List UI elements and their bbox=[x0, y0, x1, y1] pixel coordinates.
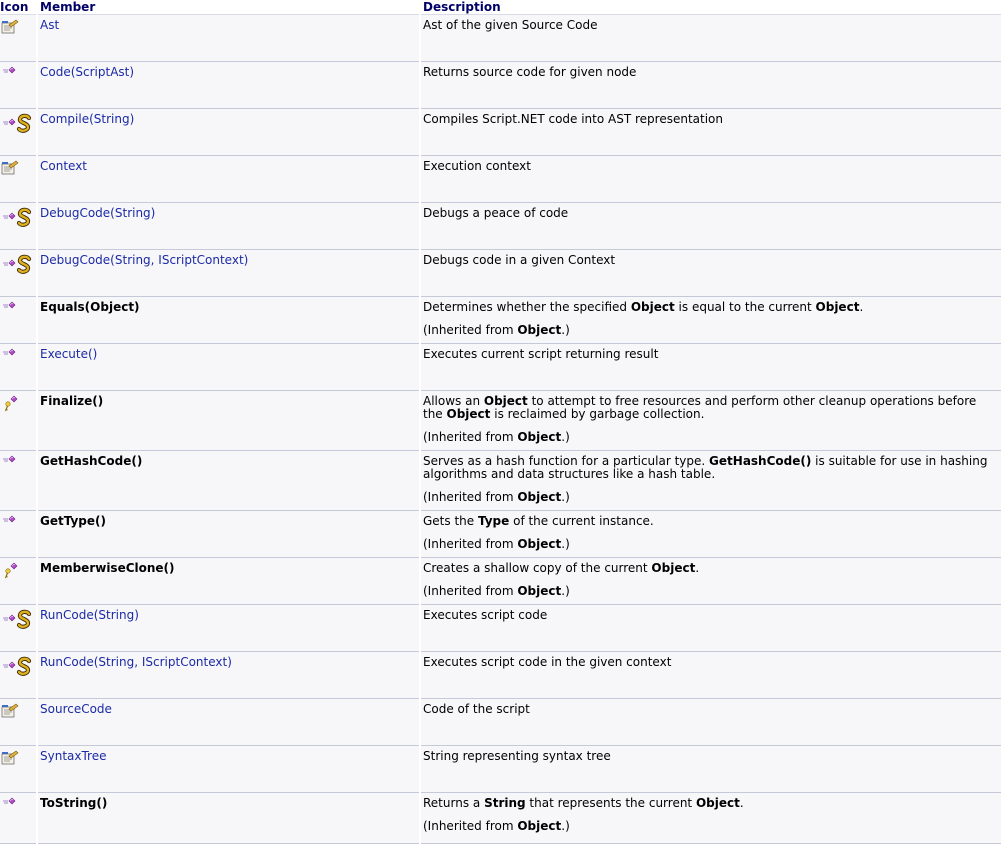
member-icon-cell bbox=[0, 391, 37, 451]
member-name: GetType() bbox=[40, 514, 107, 528]
member-description-cell bbox=[420, 746, 1002, 793]
member-link[interactable]: RunCode(String) bbox=[40, 608, 139, 622]
member-description-cell bbox=[420, 558, 1002, 605]
inherited-from-type: Object bbox=[517, 430, 562, 444]
member-icon-cell bbox=[0, 699, 37, 746]
inherited-from-type: Object bbox=[517, 819, 562, 833]
static-method-icon bbox=[1, 254, 35, 279]
table-row bbox=[0, 203, 1002, 250]
type-reference: String bbox=[484, 796, 526, 810]
type-reference: Object bbox=[630, 300, 675, 314]
member-description: Allows an Object to attempt to free resources and perform other cleanup operations before the Object is reclaimed by garbage collection. bbox=[423, 394, 977, 421]
inherited-note: (Inherited from Object.) bbox=[423, 819, 570, 833]
type-reference: Type bbox=[477, 514, 510, 528]
inherited-from-type: Object bbox=[517, 323, 562, 337]
member-icon-cell bbox=[0, 15, 37, 62]
member-name-cell bbox=[37, 793, 420, 844]
member-column-header[interactable]: Member bbox=[37, 0, 420, 15]
table-row bbox=[0, 344, 1002, 391]
member-icon-cell bbox=[0, 344, 37, 391]
member-description: Executes script code in the given context bbox=[423, 655, 672, 669]
member-name: Finalize() bbox=[40, 394, 104, 408]
table-row bbox=[0, 605, 1002, 652]
member-description: Executes current script returning result bbox=[423, 347, 659, 361]
member-icon-cell bbox=[0, 605, 37, 652]
member-description-cell bbox=[420, 62, 1002, 109]
member-description-cell bbox=[420, 511, 1002, 558]
table-row bbox=[0, 451, 1002, 511]
member-name-cell bbox=[37, 62, 420, 109]
member-link[interactable]: DebugCode(String) bbox=[40, 206, 156, 220]
static-method-icon bbox=[1, 113, 35, 138]
member-icon-cell bbox=[0, 203, 37, 250]
member-description-cell bbox=[420, 344, 1002, 391]
member-name-cell bbox=[37, 250, 420, 297]
member-name-cell bbox=[37, 391, 420, 451]
member-link[interactable]: DebugCode(String, IScriptContext) bbox=[40, 253, 249, 267]
type-reference: Object bbox=[483, 394, 528, 408]
table-row bbox=[0, 250, 1002, 297]
type-reference: Object bbox=[695, 796, 740, 810]
table-row bbox=[0, 746, 1002, 793]
member-icon-cell bbox=[0, 109, 37, 156]
member-description-cell bbox=[420, 109, 1002, 156]
member-icon-cell bbox=[0, 793, 37, 844]
member-name-cell bbox=[37, 605, 420, 652]
table-row bbox=[0, 652, 1002, 699]
property-icon bbox=[1, 160, 19, 179]
member-description-cell bbox=[420, 699, 1002, 746]
table-row bbox=[0, 391, 1002, 451]
member-link[interactable]: Context bbox=[40, 159, 88, 173]
inherited-note: (Inherited from Object.) bbox=[423, 430, 570, 444]
inherited-note: (Inherited from Object.) bbox=[423, 584, 570, 598]
icon-column-header[interactable]: Icon bbox=[0, 0, 37, 15]
member-name-cell bbox=[37, 297, 420, 344]
member-name-cell bbox=[37, 156, 420, 203]
member-link[interactable]: Execute() bbox=[40, 347, 98, 361]
member-description: Compiles Script.NET code into AST representation bbox=[423, 112, 723, 126]
table-row bbox=[0, 15, 1002, 62]
member-name-cell bbox=[37, 203, 420, 250]
table-row bbox=[0, 793, 1002, 844]
member-description: Returns source code for given node bbox=[423, 65, 637, 79]
inherited-note: (Inherited from Object.) bbox=[423, 490, 570, 504]
member-icon-cell bbox=[0, 156, 37, 203]
member-name: Equals(Object) bbox=[40, 300, 140, 314]
member-link[interactable]: Code(ScriptAst) bbox=[40, 65, 135, 79]
member-description: Creates a shallow copy of the current Object. bbox=[423, 561, 700, 575]
member-name-cell bbox=[37, 344, 420, 391]
table-row bbox=[0, 699, 1002, 746]
member-description: Executes script code bbox=[423, 608, 548, 622]
member-description: Serves as a hash function for a particular type. GetHashCode() is suitable for use in hashing algorithms and data structures like a hash table. bbox=[423, 454, 988, 481]
property-icon bbox=[1, 703, 19, 722]
type-reference: Object bbox=[815, 300, 860, 314]
member-description: Ast of the given Source Code bbox=[423, 18, 598, 32]
member-name-cell bbox=[37, 652, 420, 699]
member-icon-cell bbox=[0, 250, 37, 297]
method-icon bbox=[1, 348, 19, 363]
member-description-cell bbox=[420, 203, 1002, 250]
inherited-note: (Inherited from Object.) bbox=[423, 537, 570, 551]
method-icon bbox=[1, 797, 19, 812]
table-row bbox=[0, 558, 1002, 605]
member-name: MemberwiseClone() bbox=[40, 561, 175, 575]
member-icon-cell bbox=[0, 62, 37, 109]
member-description-cell bbox=[420, 451, 1002, 511]
header-row bbox=[0, 0, 1002, 15]
member-description-cell bbox=[420, 605, 1002, 652]
member-description-cell bbox=[420, 15, 1002, 62]
table-row bbox=[0, 156, 1002, 203]
inherited-from-type: Object bbox=[517, 584, 562, 598]
member-icon-cell bbox=[0, 652, 37, 699]
member-description: Returns a String that represents the current Object. bbox=[423, 796, 744, 810]
member-description: Execution context bbox=[423, 159, 531, 173]
inherited-from-type: Object bbox=[517, 537, 562, 551]
table-row bbox=[0, 109, 1002, 156]
member-description: Debugs code in a given Context bbox=[423, 253, 616, 267]
type-reference: Object bbox=[651, 561, 696, 575]
member-description: String representing syntax tree bbox=[423, 749, 611, 763]
table-row bbox=[0, 62, 1002, 109]
member-link[interactable]: SourceCode bbox=[40, 702, 112, 716]
member-description-cell bbox=[420, 297, 1002, 344]
property-icon bbox=[1, 19, 19, 38]
member-name-cell bbox=[37, 746, 420, 793]
member-name-cell bbox=[37, 558, 420, 605]
method-icon bbox=[1, 66, 19, 81]
table-row bbox=[0, 511, 1002, 558]
method-icon bbox=[1, 515, 19, 530]
protected-method-icon bbox=[1, 395, 21, 418]
member-description: Determines whether the specified Object is equal to the current Object. bbox=[423, 300, 864, 314]
static-method-icon bbox=[1, 656, 35, 681]
member-name-cell bbox=[37, 451, 420, 511]
method-icon bbox=[1, 455, 19, 470]
member-icon-cell bbox=[0, 558, 37, 605]
member-icon-cell bbox=[0, 297, 37, 344]
method-icon bbox=[1, 301, 19, 316]
member-icon-cell bbox=[0, 746, 37, 793]
member-link[interactable]: Ast bbox=[40, 18, 60, 32]
static-method-icon bbox=[1, 207, 35, 232]
member-name-cell bbox=[37, 109, 420, 156]
member-description-cell bbox=[420, 156, 1002, 203]
static-method-icon bbox=[1, 609, 35, 634]
member-link[interactable]: SyntaxTree bbox=[40, 749, 107, 763]
member-description: Debugs a peace of code bbox=[423, 206, 569, 220]
member-name-cell bbox=[37, 699, 420, 746]
table-row bbox=[0, 297, 1002, 344]
property-icon bbox=[1, 750, 19, 769]
member-icon-cell bbox=[0, 451, 37, 511]
member-description-cell bbox=[420, 391, 1002, 451]
member-name-cell bbox=[37, 15, 420, 62]
member-name: ToString() bbox=[40, 796, 108, 810]
member-description-cell bbox=[420, 652, 1002, 699]
member-description: Gets the Type of the current instance. bbox=[423, 514, 654, 528]
member-name-cell bbox=[37, 511, 420, 558]
inherited-from-type: Object bbox=[517, 490, 562, 504]
inherited-note: (Inherited from Object.) bbox=[423, 323, 570, 337]
member-description: Code of the script bbox=[423, 702, 530, 716]
member-name: GetHashCode() bbox=[40, 454, 143, 468]
member-icon-cell bbox=[0, 511, 37, 558]
description-column-header[interactable]: Description bbox=[420, 0, 1002, 15]
protected-method-icon bbox=[1, 562, 21, 585]
member-description-cell bbox=[420, 793, 1002, 844]
member-link[interactable]: RunCode(String, IScriptContext) bbox=[40, 655, 232, 669]
member-description-cell bbox=[420, 250, 1002, 297]
type-reference: Object bbox=[446, 407, 491, 421]
member-link[interactable]: Compile(String) bbox=[40, 112, 135, 126]
type-reference: GetHashCode() bbox=[709, 454, 812, 468]
